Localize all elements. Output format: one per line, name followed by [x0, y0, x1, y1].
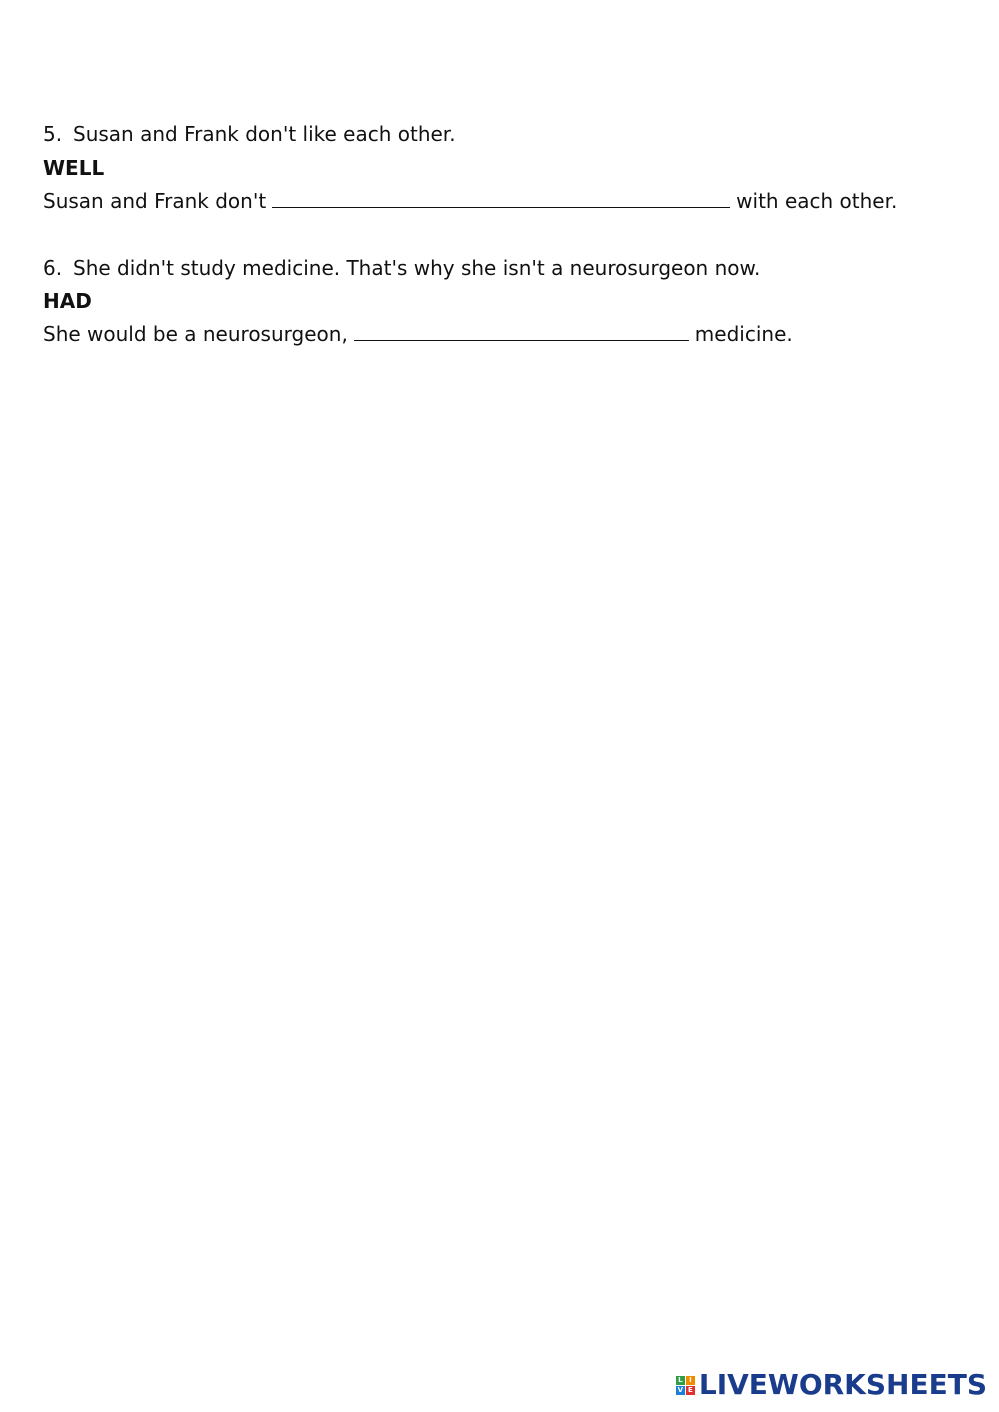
logo-letter-e: E	[686, 1386, 695, 1395]
question-5-keyword: WELL	[43, 156, 105, 180]
question-6-number: 6.	[43, 256, 63, 280]
question-6-answer-before: She would be a neurosurgeon,	[43, 322, 348, 346]
question-5-sentence	[43, 121, 456, 147]
logo-letter-l: L	[676, 1376, 685, 1385]
question-5-answer-before: Susan and Frank don't	[43, 189, 267, 213]
question-6-text: She didn't study medicine. That's why she isn't a neurosurgeon now.	[73, 256, 761, 280]
liveworksheets-logo-text: LIVEWORKSHEETS	[698, 1368, 987, 1401]
question-6-answer-blank[interactable]	[354, 322, 689, 341]
question-5-answer-blank[interactable]	[272, 189, 730, 208]
liveworksheets-logo	[676, 1370, 987, 1400]
question-5-answer-line	[43, 188, 897, 214]
question-5-answer-after: with each other.	[736, 189, 898, 213]
question-6-keyword: HAD	[43, 289, 92, 313]
question-6-sentence	[43, 255, 760, 281]
liveworksheets-logo-icon	[676, 1376, 695, 1395]
logo-letter-i: I	[686, 1376, 695, 1385]
question-6-answer-line	[43, 321, 793, 347]
question-6-answer-after: medicine.	[694, 322, 793, 346]
logo-letter-v: V	[677, 1385, 684, 1394]
question-5-text: Susan and Frank don't like each other.	[73, 122, 456, 146]
question-5-number: 5.	[43, 122, 63, 146]
